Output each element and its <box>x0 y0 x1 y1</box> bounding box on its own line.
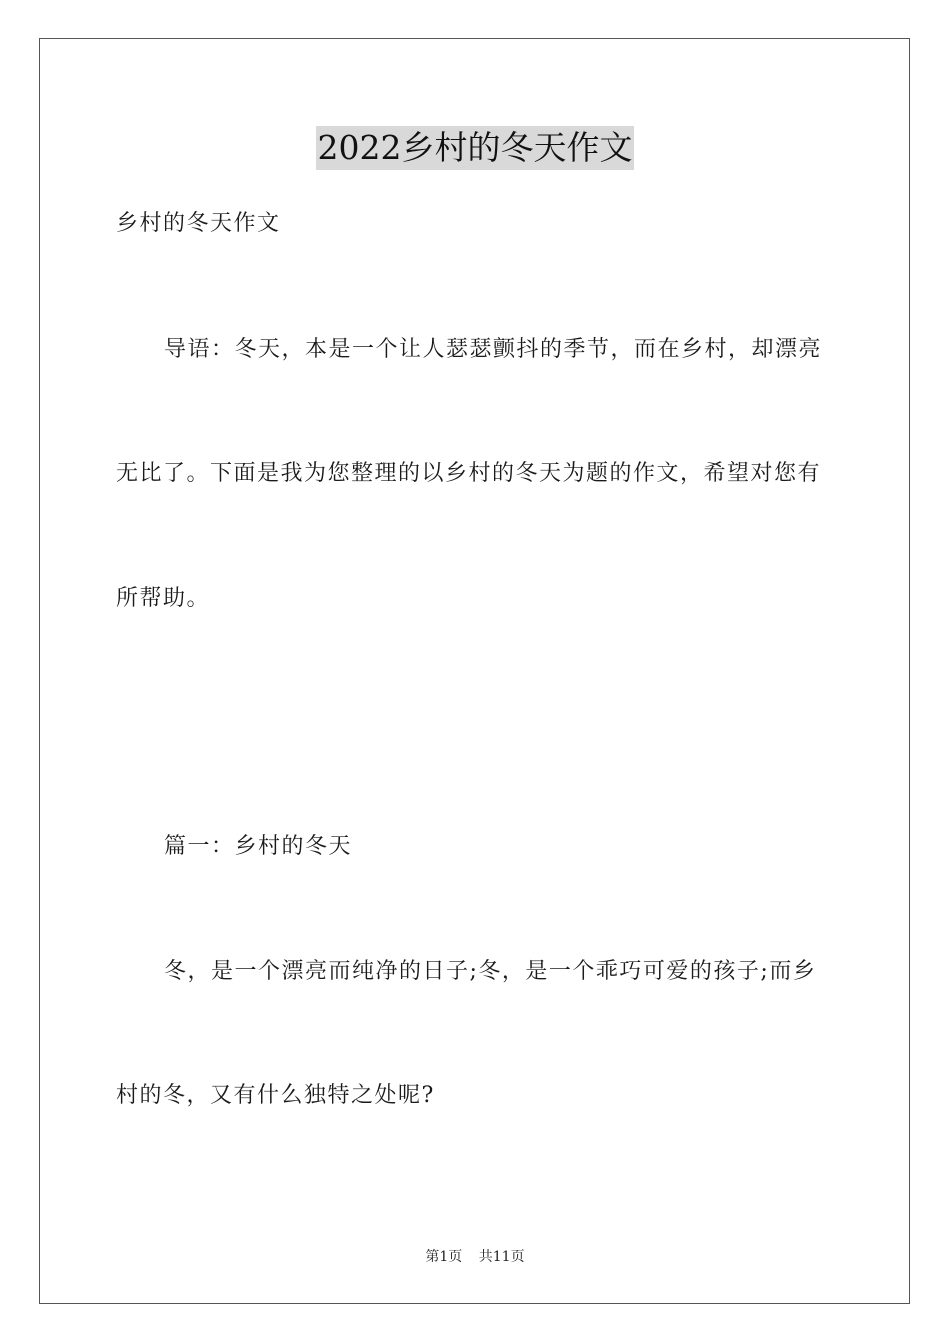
page-number: 第1页 <box>425 1249 463 1265</box>
intro-paragraph-line-3: 所帮助。 <box>116 586 211 611</box>
intro-paragraph-line-2: 无比了。下面是我为您整理的以乡村的冬天为题的作文，希望对您有 <box>116 461 822 486</box>
body-paragraph-line-1: 冬，是一个漂亮而纯净的日子;冬，是一个乖巧可爱的孩子;而乡 <box>164 959 817 984</box>
body-paragraph-line-2: 村的冬，又有什么独特之处呢? <box>116 1083 435 1108</box>
document-title: 2022乡村的冬天作文 <box>316 126 635 170</box>
title-container <box>0 126 950 170</box>
subtitle: 乡村的冬天作文 <box>116 211 281 236</box>
total-pages: 共11页 <box>478 1249 525 1265</box>
section-heading: 篇一：乡村的冬天 <box>164 834 353 859</box>
intro-paragraph-line-1: 导语：冬天，本是一个让人瑟瑟颤抖的季节，而在乡村，却漂亮 <box>164 337 823 362</box>
page-footer <box>0 1246 950 1266</box>
